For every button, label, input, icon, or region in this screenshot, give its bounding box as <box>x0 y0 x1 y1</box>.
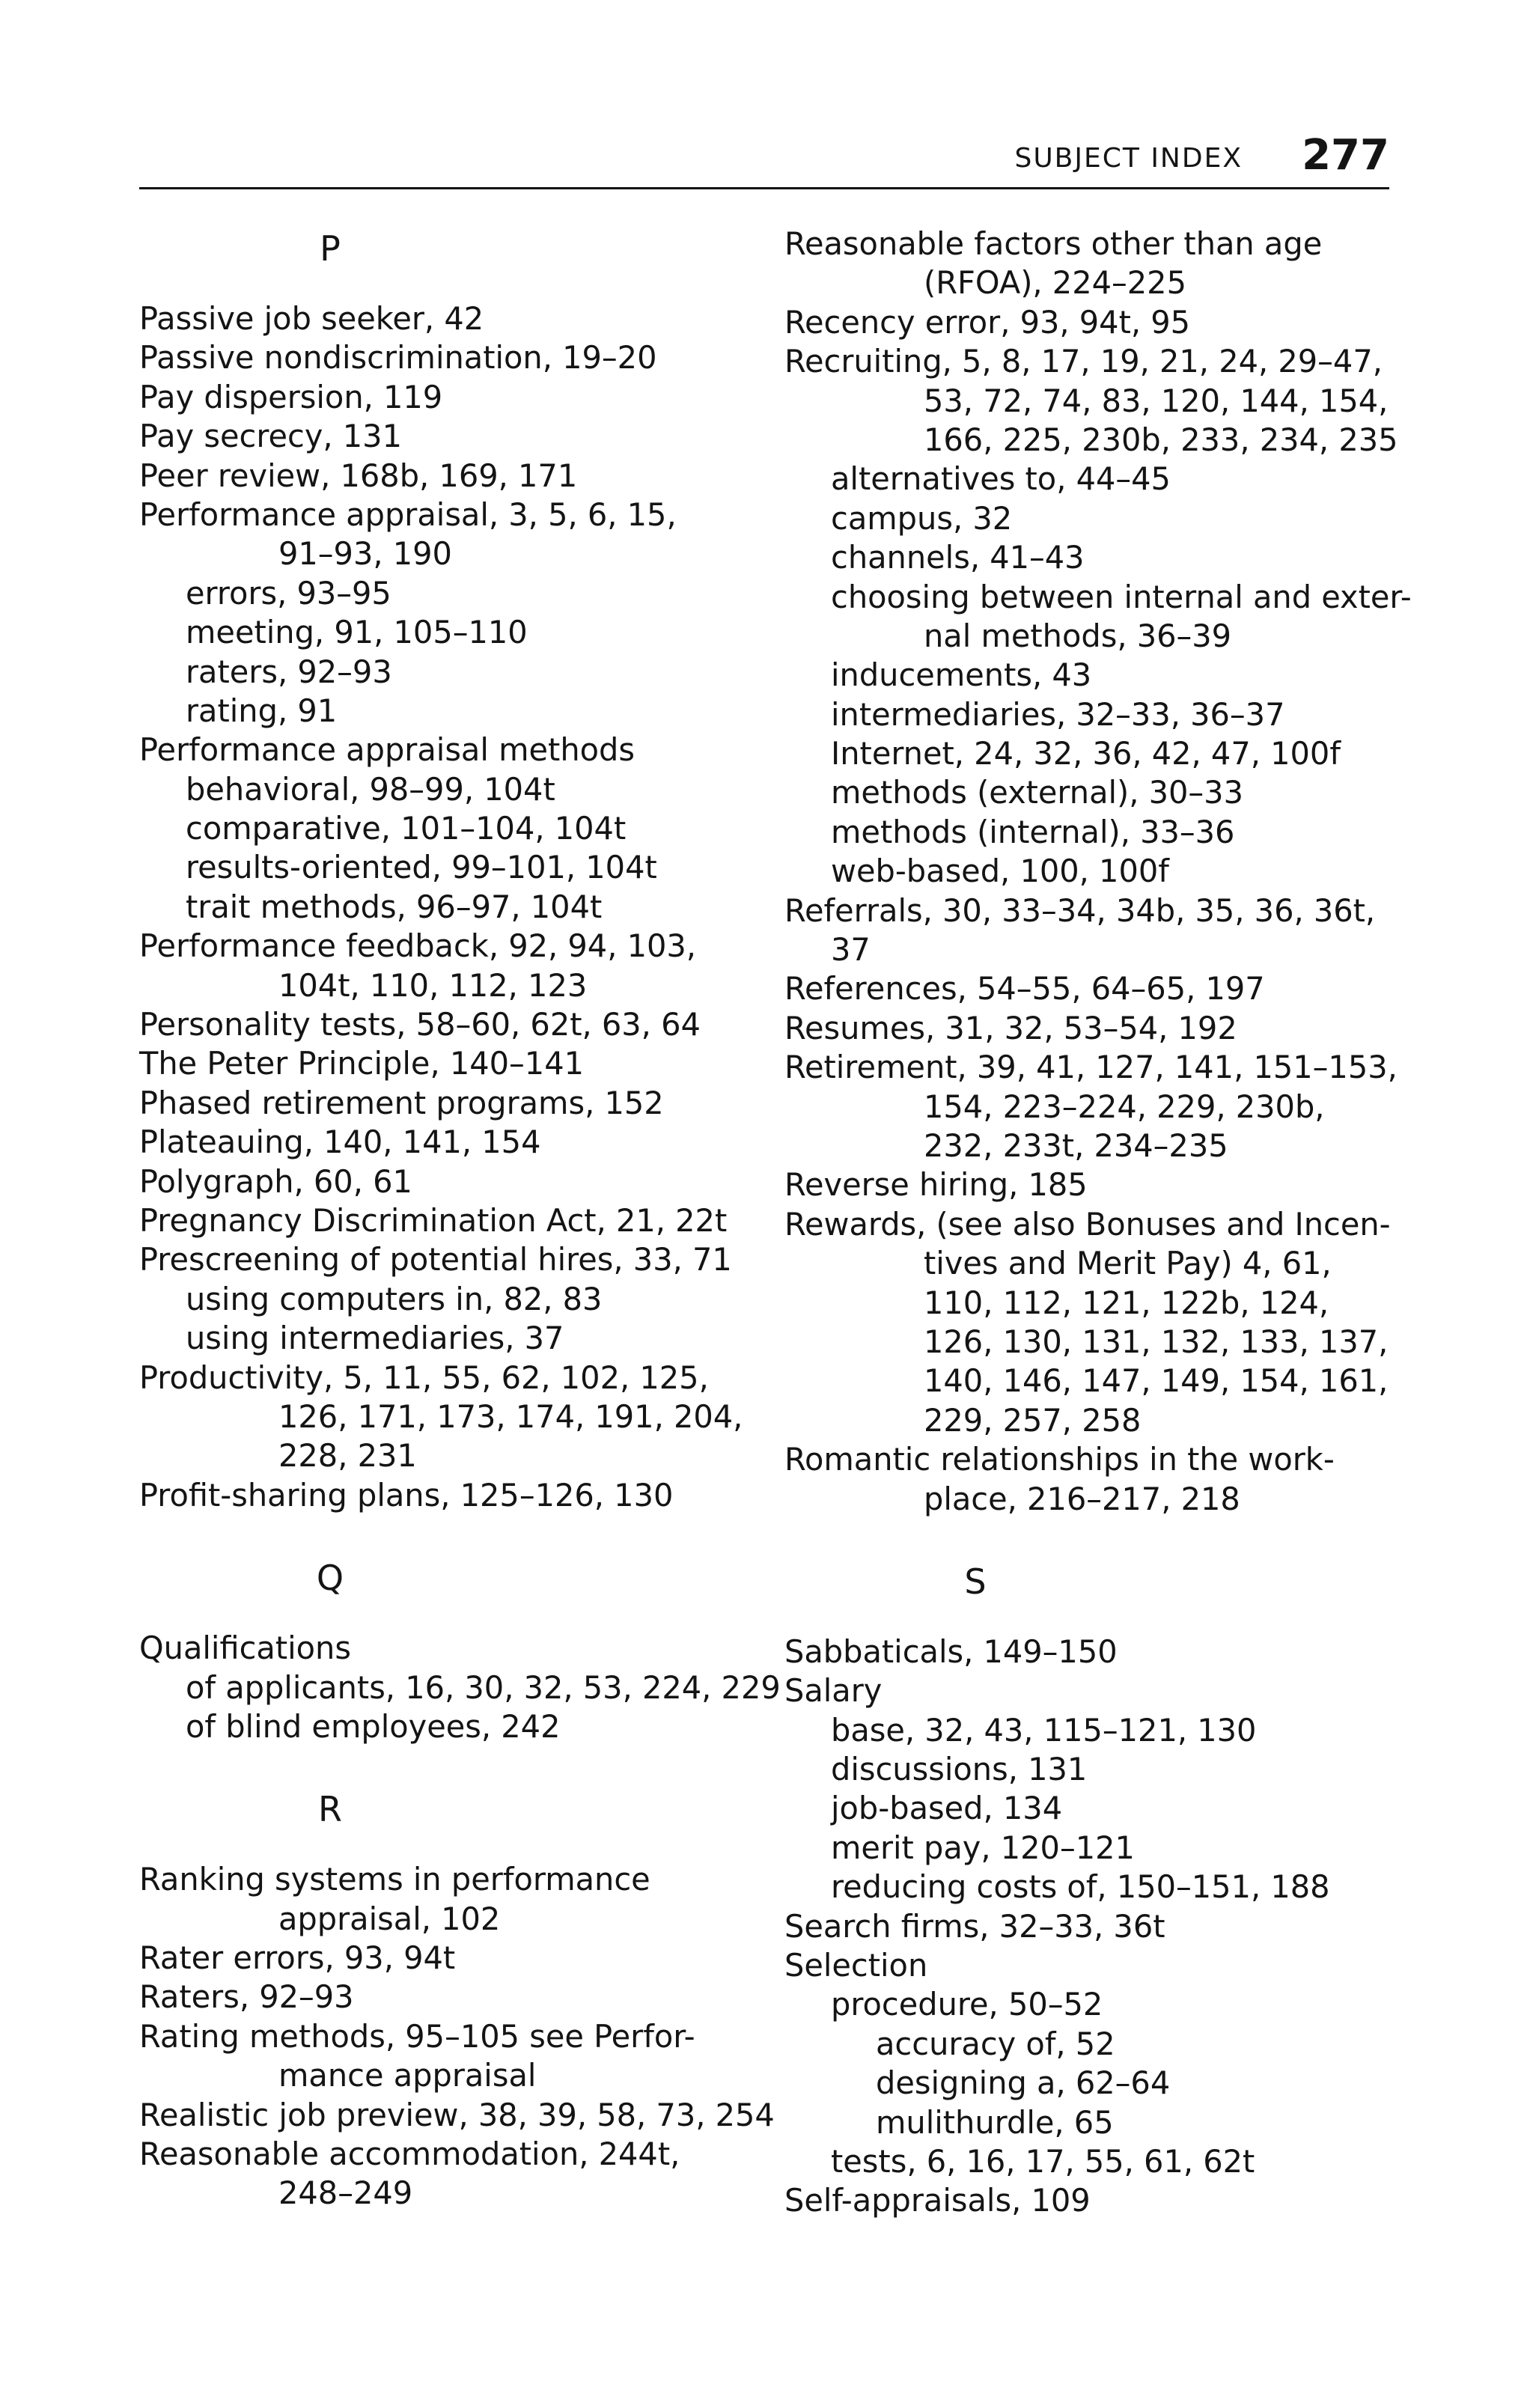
index-entry: Performance appraisal methods <box>139 731 635 769</box>
index-subentry: alternatives to, 44–45 <box>831 460 1171 498</box>
index-entry: Rater errors, 93, 94t <box>139 1939 456 1977</box>
index-entry: Sabbaticals, 149–150 <box>784 1633 1118 1670</box>
index-subentry: discussions, 131 <box>831 1751 1088 1788</box>
index-subentry: methods (internal), 33–36 <box>831 813 1235 850</box>
header-rule <box>139 187 1389 189</box>
index-subentry: Internet, 24, 32, 36, 42, 47, 100f <box>831 735 1341 772</box>
index-entry: Selection <box>784 1947 928 1984</box>
section-letter: P <box>320 228 341 269</box>
index-entry-continuation: 53, 72, 74, 83, 120, 144, 154, <box>924 382 1389 419</box>
index-entry-continuation: 104t, 110, 112, 123 <box>278 966 588 1004</box>
index-subentry: behavioral, 98–99, 104t <box>186 770 555 808</box>
index-entry: Pay secrecy, 131 <box>139 418 402 455</box>
index-entry: Recency error, 93, 94t, 95 <box>784 303 1191 341</box>
index-entry: Productivity, 5, 11, 55, 62, 102, 125, <box>139 1359 709 1396</box>
index-entry: Plateauing, 140, 141, 154 <box>139 1124 541 1161</box>
index-entry-continuation: 248–249 <box>278 2174 413 2212</box>
index-entry: Rating methods, 95–105 see Perfor- <box>139 2017 695 2055</box>
index-entry-continuation: 91–93, 190 <box>278 535 452 573</box>
index-entry-continuation: 229, 257, 258 <box>924 1401 1142 1439</box>
index-entry: Self-appraisals, 109 <box>784 2182 1091 2219</box>
index-entry: Phased retirement programs, 152 <box>139 1084 664 1121</box>
index-entry: Passive job seeker, 42 <box>139 300 484 337</box>
index-subentry: base, 32, 43, 115–121, 130 <box>831 1711 1257 1749</box>
index-entry: References, 54–55, 64–65, 197 <box>784 970 1265 1008</box>
index-subentry: designing a, 62–64 <box>876 2064 1171 2102</box>
section-label: SUBJECT INDEX <box>1014 143 1243 174</box>
index-entry: Pregnancy Discrimination Act, 21, 22t <box>139 1201 728 1239</box>
index-subentry: web-based, 100, 100f <box>831 853 1169 890</box>
index-subentry: using computers in, 82, 83 <box>186 1280 603 1317</box>
index-subentry: errors, 93–95 <box>186 574 391 612</box>
index-entry: Retirement, 39, 41, 127, 141, 151–153, <box>784 1049 1398 1086</box>
index-subentry: 37 <box>831 931 871 969</box>
index-subentry: of blind employees, 242 <box>186 1707 561 1745</box>
index-entry: Qualifications <box>139 1630 351 1667</box>
index-entry: Peer review, 168b, 169, 171 <box>139 457 578 494</box>
index-entry: Prescreening of potential hires, 33, 71 <box>139 1241 732 1278</box>
index-entry-continuation: tives and Merit Pay) 4, 61, <box>924 1245 1332 1282</box>
index-subentry: raters, 92–93 <box>186 653 392 690</box>
index-entry-continuation: nal methods, 36–39 <box>924 617 1232 654</box>
index-entry-continuation: 166, 225, 230b, 233, 234, 235 <box>924 421 1398 458</box>
index-subentry: mulithurdle, 65 <box>876 2103 1114 2141</box>
index-entry: Reasonable accommodation, 244t, <box>139 2136 680 2173</box>
index-subentry: merit pay, 120–121 <box>831 1829 1135 1866</box>
running-header <box>139 131 1389 191</box>
index-entry: Profit-sharing plans, 125–126, 130 <box>139 1476 674 1514</box>
section-letter: Q <box>316 1558 344 1599</box>
index-entry: Referrals, 30, 33–34, 34b, 35, 36, 36t, <box>784 891 1376 929</box>
index-entry-continuation: place, 216–217, 218 <box>924 1480 1240 1517</box>
index-column-right <box>784 225 1421 2221</box>
section-letter: R <box>318 1789 342 1830</box>
index-subentry: meeting, 91, 105–110 <box>186 614 528 651</box>
index-entry-continuation: 232, 233t, 234–235 <box>924 1127 1228 1164</box>
index-entry: Reverse hiring, 185 <box>784 1166 1088 1204</box>
index-entry: Passive nondiscrimination, 19–20 <box>139 339 657 377</box>
index-entry: Personality tests, 58–60, 62t, 63, 64 <box>139 1006 701 1043</box>
index-subentry: reducing costs of, 150–151, 188 <box>831 1868 1330 1906</box>
index-subentry: accuracy of, 52 <box>876 2025 1115 2062</box>
index-subentry: inducements, 43 <box>831 656 1092 694</box>
index-entry-continuation: 110, 112, 121, 122b, 124, <box>924 1284 1329 1321</box>
index-entry-continuation: appraisal, 102 <box>278 1900 501 1937</box>
index-entry: Resumes, 31, 32, 53–54, 192 <box>784 1009 1237 1046</box>
index-entry: Reasonable factors other than age <box>784 225 1323 262</box>
index-subentry: channels, 41–43 <box>831 539 1085 576</box>
index-entry: Performance feedback, 92, 94, 103, <box>139 927 696 965</box>
index-subentry: job-based, 134 <box>831 1790 1063 1827</box>
index-column-left <box>139 225 781 2213</box>
index-entry: Pay dispersion, 119 <box>139 378 443 415</box>
index-subentry: results-oriented, 99–101, 104t <box>186 849 657 886</box>
index-subentry: rating, 91 <box>186 692 338 729</box>
index-entry: Salary <box>784 1672 883 1710</box>
index-entry: Recruiting, 5, 8, 17, 19, 21, 24, 29–47, <box>784 343 1383 380</box>
index-entry-continuation: 126, 171, 173, 174, 191, 204, <box>278 1397 743 1435</box>
index-subentry: trait methods, 96–97, 104t <box>186 888 603 925</box>
index-entry: Rewards, (see also Bonuses and Incen- <box>784 1205 1391 1243</box>
index-entry: The Peter Principle, 140–141 <box>139 1045 585 1082</box>
index-subentry: choosing between internal and exter- <box>831 578 1412 615</box>
index-entry-continuation: 126, 130, 131, 132, 133, 137, <box>924 1323 1389 1360</box>
index-subentry: intermediaries, 32–33, 36–37 <box>831 695 1285 733</box>
section-letter: S <box>964 1561 987 1602</box>
index-entry: Romantic relationships in the work- <box>784 1441 1335 1478</box>
index-entry: Performance appraisal, 3, 5, 6, 15, <box>139 496 677 533</box>
index-subentry: using intermediaries, 37 <box>186 1320 564 1357</box>
page-number: 277 <box>1302 131 1389 180</box>
index-entry-continuation: (RFOA), 224–225 <box>924 264 1186 302</box>
index-entry-continuation: 140, 146, 147, 149, 154, 161, <box>924 1362 1389 1400</box>
index-subentry: procedure, 50–52 <box>831 1986 1103 2023</box>
index-entry: Ranking systems in performance <box>139 1861 650 1898</box>
index-subentry: methods (external), 30–33 <box>831 774 1243 811</box>
index-entry: Search firms, 32–33, 36t <box>784 1907 1165 1945</box>
index-subentry: tests, 6, 16, 17, 55, 61, 62t <box>831 2142 1255 2180</box>
index-subentry: campus, 32 <box>831 499 1013 537</box>
index-entry: Polygraph, 60, 61 <box>139 1162 412 1200</box>
index-entry: Raters, 92–93 <box>139 1978 354 2016</box>
index-entry: Realistic job preview, 38, 39, 58, 73, 254 <box>139 2096 775 2133</box>
index-subentry: of applicants, 16, 30, 32, 53, 224, 229 <box>186 1668 781 1706</box>
index-entry-continuation: 228, 231 <box>278 1437 417 1475</box>
index-entry-continuation: mance appraisal <box>278 2057 537 2094</box>
index-entry-continuation: 154, 223–224, 229, 230b, <box>924 1088 1325 1125</box>
index-subentry: comparative, 101–104, 104t <box>186 810 627 847</box>
